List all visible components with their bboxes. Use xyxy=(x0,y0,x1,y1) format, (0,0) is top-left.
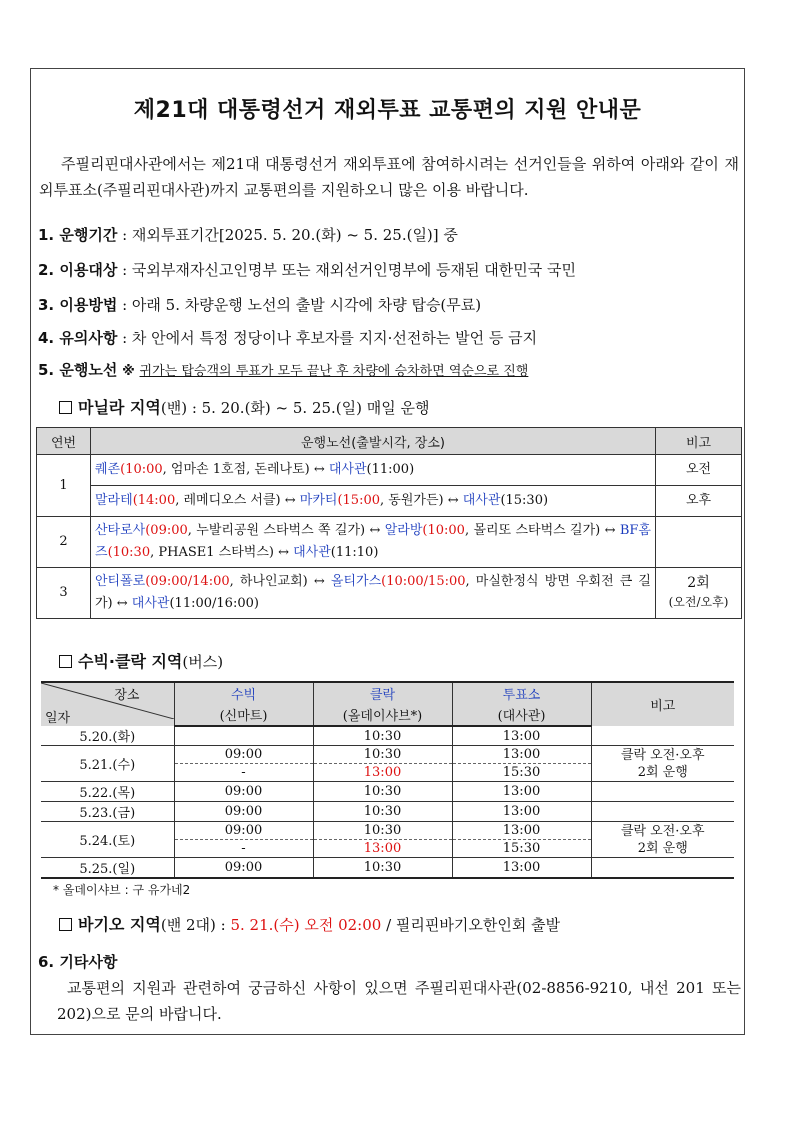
subic-heading: 수빅·클락 지역(버스) xyxy=(59,649,223,672)
item-method: 3. 이용방법 : 아래 5. 차량운행 노선의 출발 시각에 차량 탑승(무료) xyxy=(38,296,482,314)
table-row: - 13:00 15:30 xyxy=(41,840,734,858)
item-period: 1. 운행기간 : 재외투표기간[2025. 5. 20.(화) ~ 5. 25.(일)] 중 xyxy=(38,226,458,244)
item-target: 2. 이용대상 : 국외부재자신고인명부 또는 재외선거인명부에 등재된 대한민국 국민 xyxy=(38,261,576,279)
table-row: 2 산타로사(09:00, 누발리공원 스타벅스 쪽 길가) ↔ 알라방(10:00, 몰리또 스타벅스 길가) ↔ BF홈즈(10:30, PHASE1 스타벅스) ↔ 대사관(11:10) xyxy=(37,517,742,568)
col-header-note: 비고 xyxy=(656,428,742,455)
page-title: 제21대 대통령선거 재외투표 교통편의 지원 안내문 xyxy=(133,98,642,123)
table-row: 1 퀘존(10:00, 엄마손 1호점, 돈레나토) ↔ 대사관(11:00) 오전 xyxy=(37,455,742,486)
subic-clark-table: 장소 일자 수빅 클락 투표소 비고 (신마트) (올데이샤브*) (대사관) 5.20.(화) 10:30 13:00 5.21.(수) 09:00 10:30 13:00 클락 오전·오후 2회 운행 - 13:00 15:30 5.22.(목) 09:00 10:30 13:00 5.23.(금) 09:00 10:30 13:00 5.24.(토) 09:00 10:30 13:00 클락 오전·오후 2회 운행 - 13:00 15:30 5.25.(일) 09:00 10:30 13:00 xyxy=(41,681,734,879)
col-header-route: 운행노선(출발시각, 장소) xyxy=(91,428,656,455)
baguio-heading: 바기오 지역(밴 2대) : 5. 21.(수) 오전 02:00 / 필리핀바기오한인회 출발 xyxy=(59,912,560,935)
checkbox-square-icon xyxy=(59,401,72,414)
notice-frame xyxy=(30,68,745,1035)
table-row: 5.20.(화) 10:30 13:00 xyxy=(41,726,734,746)
col-header-no: 연번 xyxy=(37,428,91,455)
table-row: 5.22.(목) 09:00 10:30 13:00 xyxy=(41,782,734,802)
table-row: 5.23.(금) 09:00 10:30 13:00 xyxy=(41,802,734,822)
footnote: * 올데이샤브 : 구 유가네2 xyxy=(53,883,191,897)
item-caution: 4. 유의사항 : 차 안에서 특정 정당이나 후보자를 지지·선전하는 발언 등 금지 xyxy=(38,329,538,347)
table-row: 5.21.(수) 09:00 10:30 13:00 클락 오전·오후 2회 운행 xyxy=(41,746,734,764)
table-row: 말라테(14:00, 레메디오스 서클) ↔ 마카티(15:00, 동원가든) ↔ 대사관(15:30) 오후 xyxy=(37,486,742,517)
checkbox-square-icon xyxy=(59,918,72,931)
etc-body: 교통편의 지원과 관련하여 궁금하신 사항이 있으면 주필리핀대사관(02-8856-9210, 내선 201 또는 202)으로 문의 바랍니다. xyxy=(57,979,741,1023)
manila-heading: 마닐라 지역(밴) : 5. 20.(화) ~ 5. 25.(일) 매일 운행 xyxy=(59,395,430,418)
intro-paragraph: 주필리핀대사관에서는 제21대 대통령선거 재외투표에 참여하시려는 선거인들을 위하여 아래와 같이 재외투표소(주필리핀대사관)까지 교통편의를 지원하오니 많은 이용 바랍니다. xyxy=(39,155,739,199)
checkbox-square-icon xyxy=(59,655,72,668)
table-row: 5.24.(토) 09:00 10:30 13:00 클락 오전·오후 2회 운행 xyxy=(41,822,734,840)
diagonal-header: 장소 일자 xyxy=(41,682,174,726)
table-row: 5.25.(일) 09:00 10:30 13:00 xyxy=(41,858,734,879)
item-route: 5. 운행노선 ※ 귀가는 탑승객의 투표가 모두 끝난 후 차량에 승차하면 역순으로 진행 xyxy=(38,361,529,379)
table-row: 3 안티폴로(09:00/14:00, 하나인교회) ↔ 올티가스(10:00/15:00, 마실한정식 방면 우회전 큰 길가) ↔ 대사관(11:00/16:00) 2회 (오전/오후) xyxy=(37,568,742,619)
table-row: - 13:00 15:30 xyxy=(41,764,734,782)
manila-route-table xyxy=(36,427,742,619)
etc-heading: 6. 기타사항 xyxy=(38,953,118,971)
